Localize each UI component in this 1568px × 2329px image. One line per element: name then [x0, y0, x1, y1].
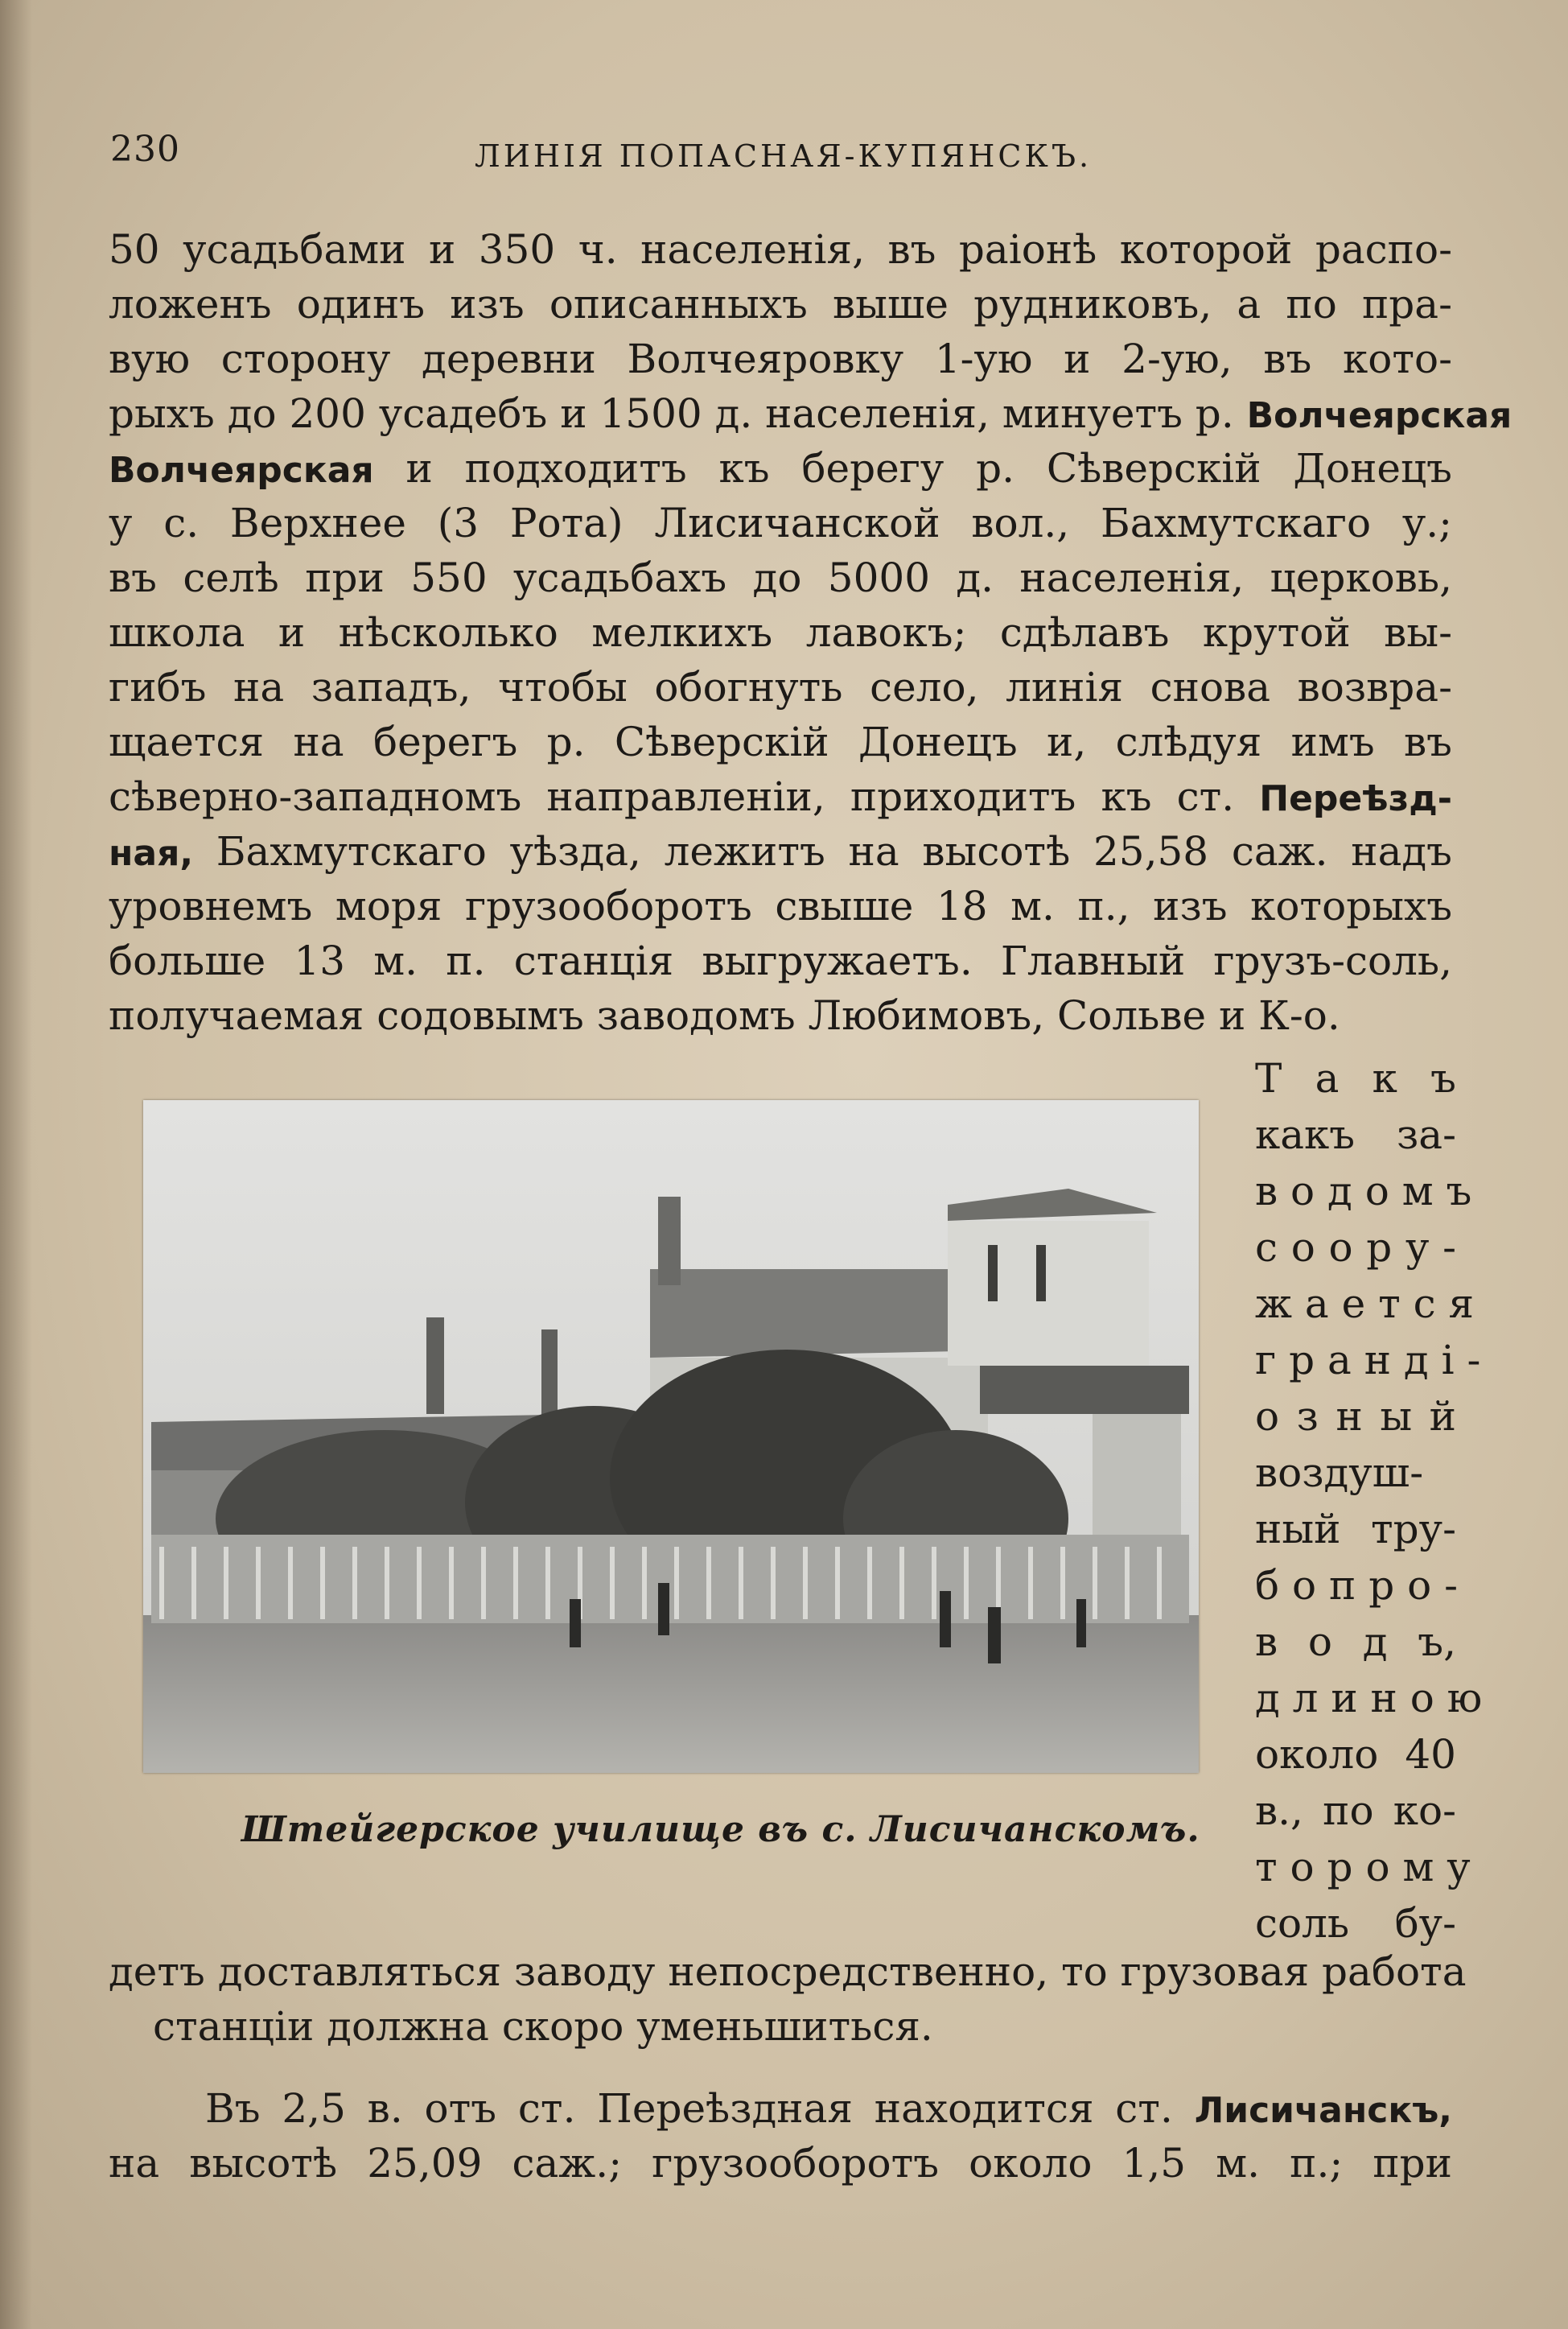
- side-column-line: какъ за-: [1255, 1111, 1456, 1158]
- side-column-line: д л и н о ю: [1255, 1675, 1483, 1721]
- photo-illustration: [143, 1100, 1199, 1773]
- running-title: ЛИНІЯ ПОПАСНАЯ-КУПЯНСКЪ.: [475, 138, 1093, 174]
- side-column-line: соль бу-: [1255, 1900, 1456, 1947]
- text-line: ложенъ одинъ изъ описанныхъ выше рудниковъ, а по пра-: [109, 281, 1452, 328]
- text-line: уровнемъ моря грузооборотъ свыше 18 м. п., изъ которыхъ: [109, 883, 1452, 930]
- text-line: вую сторону деревни Волчеяровку 1-ую и 2-ую, въ кото-: [109, 336, 1452, 382]
- text-line: больше 13 м. п. станція выгружаетъ. Главный грузъ-соль,: [109, 938, 1452, 984]
- bold-place-name: Волчеярская: [1246, 395, 1512, 436]
- text-line: школа и нѣсколько мелкихъ лавокъ; сдѣлавъ крутой вы-: [109, 609, 1452, 656]
- figure-caption: Штейгерское училище въ с. Лисичанскомъ.: [241, 1809, 1200, 1850]
- side-column-line: ный тру-: [1255, 1506, 1456, 1552]
- bold-station-name: ная,: [109, 833, 194, 874]
- side-column-line: около 40: [1255, 1731, 1456, 1778]
- text-line: въ селѣ при 550 усадьбахъ до 5000 д. населенія, церковь,: [109, 554, 1452, 601]
- side-column-line: в о д ъ,: [1255, 1618, 1456, 1665]
- text-line: у с. Верхнее (3 Рота) Лисичанской вол., Бахмутскаго у.;: [109, 500, 1452, 546]
- side-column-line: с о о р у -: [1255, 1224, 1456, 1271]
- side-column-line: Т а к ъ: [1255, 1055, 1456, 1102]
- text-line: на высотѣ 25,09 саж.; грузооборотъ около 1,5 м. п.; при: [109, 2140, 1452, 2187]
- side-column-line: о з н ы й: [1255, 1393, 1456, 1440]
- text-line: детъ доставляться заводу непосредственно, то грузовая работа: [109, 1948, 1467, 1995]
- text-line: 50 усадьбами и 350 ч. населенія, въ раіонѣ которой распо-: [109, 226, 1452, 273]
- bold-station-name: Лисичанскъ,: [1194, 2090, 1452, 2131]
- text-line: Волчеярская и подходитъ къ берегу р. Сѣверскій Донецъ: [109, 445, 1452, 492]
- school-photograph: [143, 1100, 1199, 1773]
- side-column-line: в., по ко-: [1255, 1787, 1456, 1834]
- text-line: получаемая содовымъ заводомъ Любимовъ, Сольве и К-о.: [109, 992, 1340, 1039]
- side-column-line: в о д о м ъ: [1255, 1168, 1472, 1214]
- text-line: ная, Бахмутскаго уѣзда, лежитъ на высотѣ 25,58 саж. надъ: [109, 828, 1452, 875]
- bold-station-name: Переѣзд-: [1259, 778, 1452, 819]
- side-column-line: ж а е т с я: [1255, 1280, 1475, 1327]
- side-column-line: б о п р о -: [1255, 1562, 1459, 1609]
- text-line: щается на берегъ р. Сѣверскій Донецъ и, слѣдуя имъ въ: [109, 719, 1452, 765]
- bold-place-name: Волчеярская: [109, 450, 374, 491]
- text-line: гибъ на западъ, чтобы обогнуть село, линія снова возвра-: [109, 664, 1452, 711]
- page-edge-shadow: [0, 0, 32, 2329]
- side-column-line: т о р о м у: [1255, 1844, 1471, 1890]
- side-column-line: воздуш-: [1255, 1449, 1424, 1496]
- text-line: сѣверно-западномъ направленіи, приходитъ къ ст. Переѣзд-: [109, 773, 1452, 820]
- text-line: рыхъ до 200 усадебъ и 1500 д. населенія, минуетъ р. Волчеярская: [109, 390, 1512, 437]
- text-line: станціи должна скоро уменьшиться.: [153, 2003, 933, 2050]
- text-line: Въ 2,5 в. отъ ст. Переѣздная находится ст. Лисичанскъ,: [205, 2085, 1452, 2132]
- page-number: 230: [110, 129, 180, 170]
- side-column-line: г р а н д і -: [1255, 1337, 1481, 1383]
